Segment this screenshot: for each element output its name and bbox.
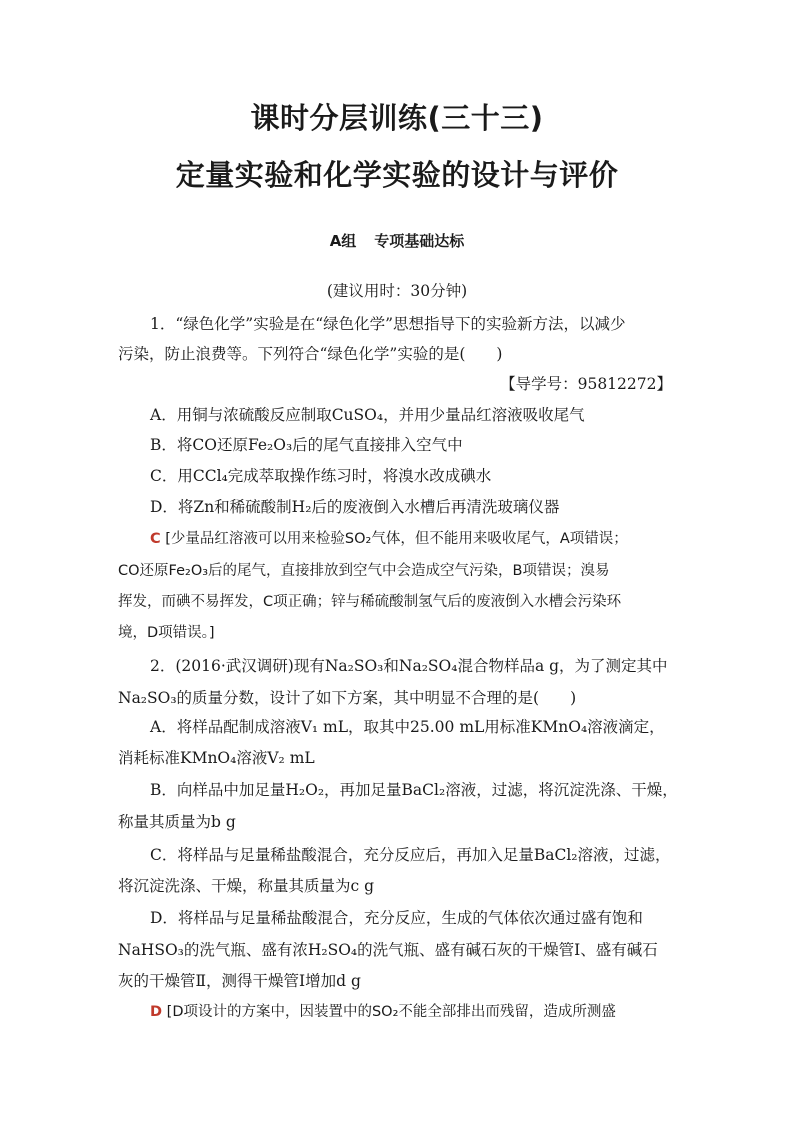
q2-explanation-text: [D项设计的方案中，因装置中的SO₂不能全部排出而残留，造成所测盛	[166, 1004, 616, 1020]
q1-explanation-line4: 境，D项错误。]	[118, 625, 215, 641]
q2-option-c-line1: C．将样品与足量稀盐酸混合，充分反应后，再加入足量BaCl₂溶液，过滤，	[150, 846, 671, 864]
time-note: (建议用时：30分钟)	[326, 282, 468, 300]
q1-explanation-line3: 挥发，而碘不易挥发，C项正确；锌与稀硫酸制氢气后的废液倒入水槽会污染环	[118, 594, 622, 610]
q1-guide-number: 【导学号：95812272】	[500, 375, 672, 393]
q2-option-d-line1: D．将样品与足量稀盐酸混合，充分反应，生成的气体依次通过盛有饱和	[150, 909, 643, 927]
q1-explanation-line2: CO还原Fe₂O₃后的尾气，直接排放到空气中会造成空气污染，B项错误；溴易	[118, 563, 610, 579]
q2-stem-line2: Na₂SO₃的质量分数，设计了如下方案，其中明显不合理的是( )	[118, 689, 577, 707]
q2-option-b-line1: B．向样品中加足量H₂O₂，再加足量BaCl₂溶液，过滤，将沉淀洗涤、干燥，	[150, 781, 678, 799]
q2-answer: D	[150, 1004, 163, 1020]
q1-stem-line2: 污染，防止浪费等。下列符合“绿色化学”实验的是( )	[118, 345, 503, 363]
q2-option-d-line2: NaHSO₃的洗气瓶、盛有浓H₂SO₄的洗气瓶、盛有碱石灰的干燥管Ⅰ、盛有碱石	[118, 941, 658, 959]
q2-option-a-line1: A．将样品配制成溶液V₁ mL，取其中25.00 mL用标准KMnO₄溶液滴定，	[150, 718, 665, 736]
section-heading	[0, 230, 794, 251]
q1-option-a: A．用铜与浓硫酸反应制取CuSO₄，并用少量品红溶液吸收尾气	[150, 406, 585, 424]
q2-option-c-line2: 将沉淀洗涤、干燥，称量其质量为c g	[118, 877, 375, 895]
q1-option-d: D．将Zn和稀硫酸制H₂后的废液倒入水槽后再清洗玻璃仪器	[150, 498, 560, 516]
page-subtitle: 定量实验和化学实验的设计与评价	[175, 158, 619, 192]
page-title: 课时分层训练(三十三)	[250, 101, 544, 135]
q2-explanation-line1	[150, 1002, 616, 1022]
q1-answer: C	[150, 531, 161, 547]
q1-option-b: B．将CO还原Fe₂O₃后的尾气直接排入空气中	[150, 436, 463, 454]
section-label: A组	[329, 232, 357, 250]
q2-option-a-line2: 消耗标准KMnO₄溶液V₂ mL	[118, 749, 315, 767]
q1-explanation-line1	[150, 529, 628, 549]
q1-option-c: C．用CCl₄完成萃取操作练习时，将溴水改成碘水	[150, 467, 492, 485]
section-name: 专项基础达标	[374, 232, 465, 250]
q2-stem-line1: 2．(2016·武汉调研)现有Na₂SO₃和Na₂SO₄混合物样品a g，为了测定其中	[150, 657, 668, 675]
q2-option-b-line2: 称量其质量为b g	[118, 813, 236, 831]
q1-explanation-text: [少量品红溶液可以用来检验SO₂气体，但不能用来吸收尾气，A项错误；	[165, 531, 628, 547]
q2-option-d-line3: 灰的干燥管Ⅱ，测得干燥管Ⅰ增加d g	[118, 972, 361, 990]
q1-stem-line1: 1．“绿色化学”实验是在“绿色化学”思想指导下的实验新方法，以减少	[150, 315, 626, 333]
